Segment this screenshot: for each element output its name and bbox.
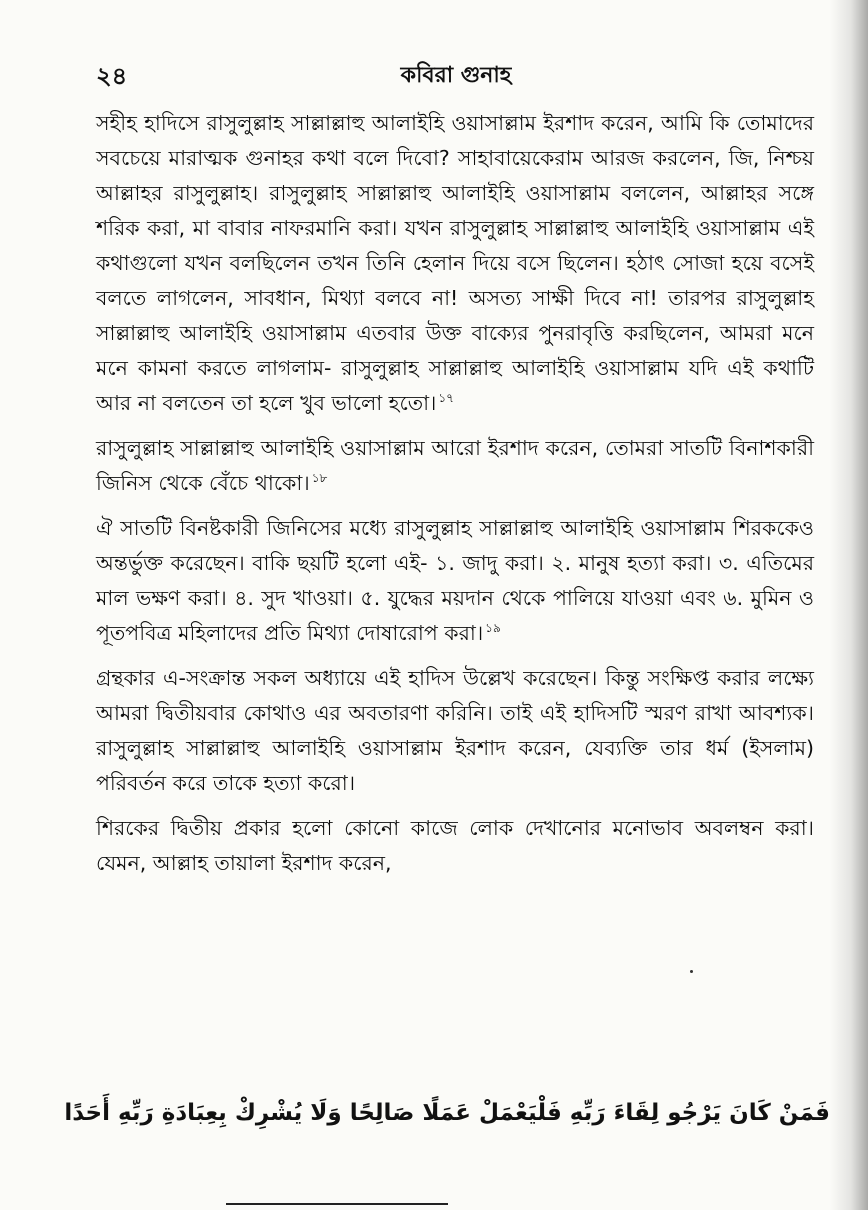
page-edge-shadow: [830, 0, 868, 1210]
paragraph-text: রাসুলুল্লাহ সাল্লাল্লাহু আলাইহি ওয়াসাল্লাম আরো ইরশাদ করেন, তোমরা সাতটি বিনাশকারী জিনিস থেকে বেঁচে থাকো।: [96, 436, 814, 495]
page-body: [96, 106, 814, 891]
page-number: ২৪: [96, 62, 128, 90]
footnote-marker: ১৭: [438, 391, 454, 405]
page-header: [96, 58, 816, 98]
paragraph-author-note: [96, 661, 814, 801]
paragraph-text: সহীহ হাদিসে রাসুলুল্লাহ সাল্লাল্লাহু আলাইহি ওয়াসাল্লাম ইরশাদ করেন, আমি কি তোমাদের সবচেয়ে মারাত্মক গুনাহর কথা বলে দিবো? সাহাবায়েকেরাম আরজ করলেন, জি, নিশ্চয় আল্লাহর রাসুলুল্লাহ। রাসুলুল্লাহ সাল্লাল্লাহু আলাইহি ওয়াসাল্লাম বললেন, আল্লাহর সঙ্গে শরিক করা, মা বাবার নাফরমানি করা। যখন রাসুলুল্লাহ সাল্লাল্লাহু আলাইহি ওয়াসাল্লাম এই কথাগুলো যখন বলছিলেন তখন তিনি হেলান দিয়ে বসে ছিলেন। হঠাৎ সোজা হয়ে বসেই বলতে লাগলেন, সাবধান, মিথ্যা বলবে না! অসত্য সাক্ষী দিবে না! তারপর রাসুলুল্লাহ সাল্লাল্লাহু আলাইহি ওয়াসাল্লাম এতবার উক্ত বাক্যের পুনরাবৃত্তি করছিলেন, আমরা মনে মনে কামনা করতে লাগলাম- রাসুলুল্লাহ সাল্লাল্লাহু আলাইহি ওয়াসাল্লাম যদি এই কথাটি আর না বলতেন তা হলে খুব ভালো হতো।: [96, 111, 814, 415]
footnote-marker: ১৮: [311, 471, 328, 485]
paragraph-seven-list: [96, 511, 814, 651]
arabic-verse: فَمَنْ كَانَ يَرْجُو لِقَاءَ رَبِّهِ فَلْيَعْمَلْ عَمَلًا صَالِحًا وَلَا يُشْرِكْ بِعِبَادَةِ رَبِّهِ أَحَدًا: [64, 1100, 830, 1126]
footnote-marker: ১৯: [485, 621, 501, 635]
paragraph-seven-destructive: [96, 431, 814, 501]
footnote-divider: [226, 1203, 448, 1205]
paragraph-text: শিরকের দ্বিতীয় প্রকার হলো কোনো কাজে লোক দেখানোর মনোভাব অবলম্বন করা। যেমন, আল্লাহ তায়ালা ইরশাদ করেন,: [96, 816, 814, 875]
paragraph-hadith-major-sins: [96, 106, 814, 421]
print-speck: [690, 970, 693, 973]
paragraph-text: ঐ সাতটি বিনষ্টকারী জিনিসের মধ্যে রাসুলুল্লাহ সাল্লাল্লাহু আলাইহি ওয়াসাল্লাম শিরককেও অন্তর্ভুক্ত করেছেন। বাকি ছয়টি হলো এই- ১. জাদু করা। ২. মানুষ হত্যা করা। ৩. এতিমের মাল ভক্ষণ করা। ৪. সুদ খাওয়া। ৫. যুদ্ধের ময়দান থেকে পালিয়ে যাওয়া এবং ৬. মুমিন ও পূতপবিত্র মহিলাদের প্রতি মিথ্যা দোষারোপ করা।: [96, 516, 814, 645]
paragraph-text: গ্রন্থকার এ-সংক্রান্ত সকল অধ্যায়ে এই হাদিস উল্লেখ করেছেন। কিন্তু সংক্ষিপ্ত করার লক্ষ্যে আমরা দ্বিতীয়বার কোথাও এর অবতারণা করিনি। তাই এই হাদিসটি স্মরণ রাখা আবশ্যক। রাসুলুল্লাহ সাল্লাল্লাহু আলাইহি ওয়াসাল্লাম ইরশাদ করেন, যেব্যক্তি তার ধর্ম (ইসলাম) পরিবর্তন করে তাকে হত্যা করো।: [96, 666, 814, 795]
running-title: কবিরা গুনাহ: [400, 63, 512, 88]
paragraph-second-shirk: [96, 811, 814, 881]
